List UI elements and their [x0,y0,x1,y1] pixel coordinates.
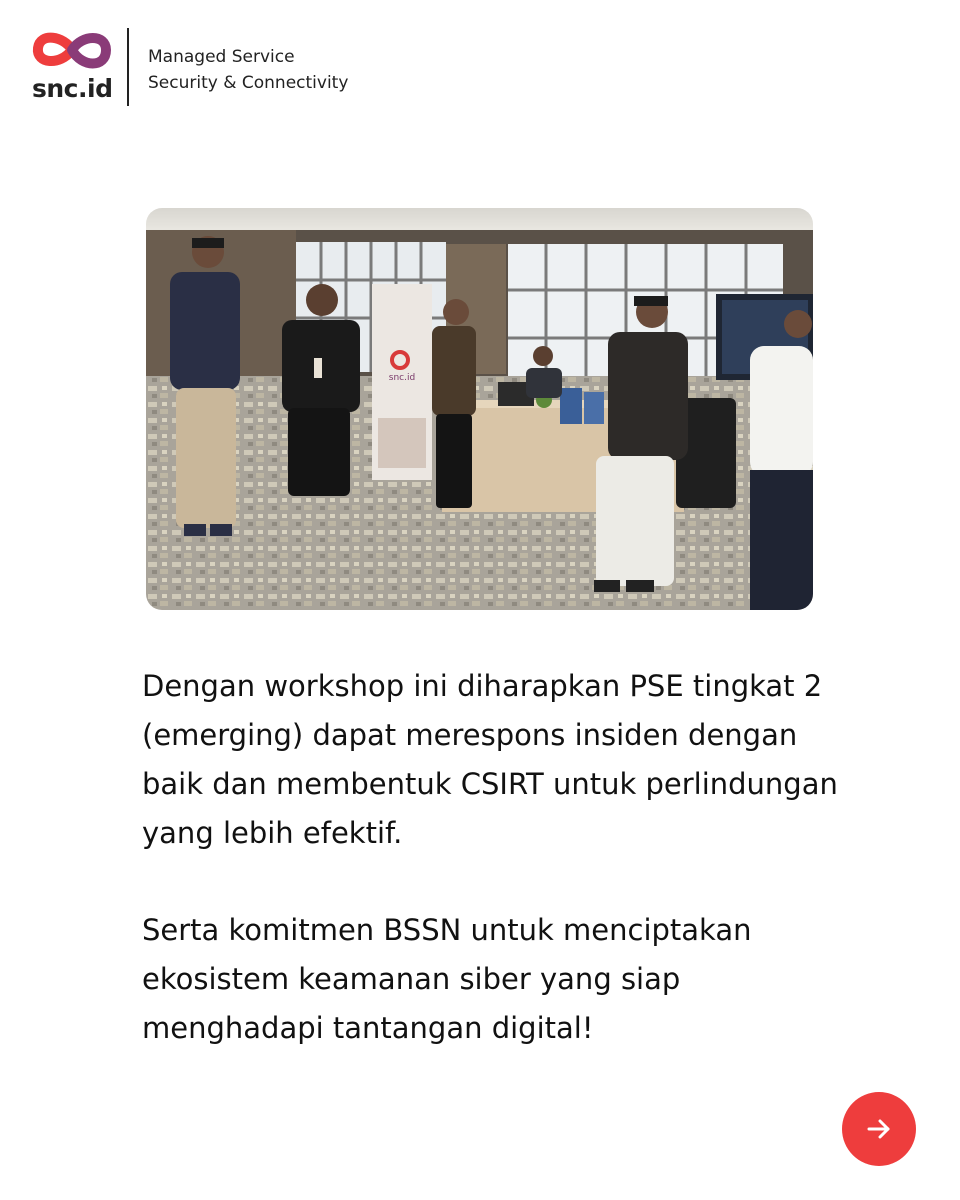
paragraph-2: Serta komitmen BSSN untuk menciptakan ekosistem keamanan siber yang siap menghadapi tantangan digital! [142,913,752,1045]
tagline-line-2: Security & Connectivity [148,73,349,93]
article-body [142,662,862,1101]
event-photo-illustration [146,208,813,610]
banner-logo-text: snc.id [388,373,416,383]
event-photo [146,208,813,610]
infinity-logo-icon [32,24,112,76]
brand-header [32,24,349,108]
brand-tagline [148,44,348,96]
snc-logo [32,24,112,108]
tagline-line-1: Managed Service [148,47,295,67]
next-button[interactable] [842,1092,916,1166]
logo-text: snc.id [32,74,113,103]
arrow-right-icon [865,1115,893,1143]
paragraph-1: Dengan workshop ini diharapkan PSE tingkat 2 (emerging) dapat merespons insiden dengan baik dan membentuk CSIRT untuk perlindungan yang lebih efektif. [142,669,838,850]
brand-divider [127,28,129,106]
